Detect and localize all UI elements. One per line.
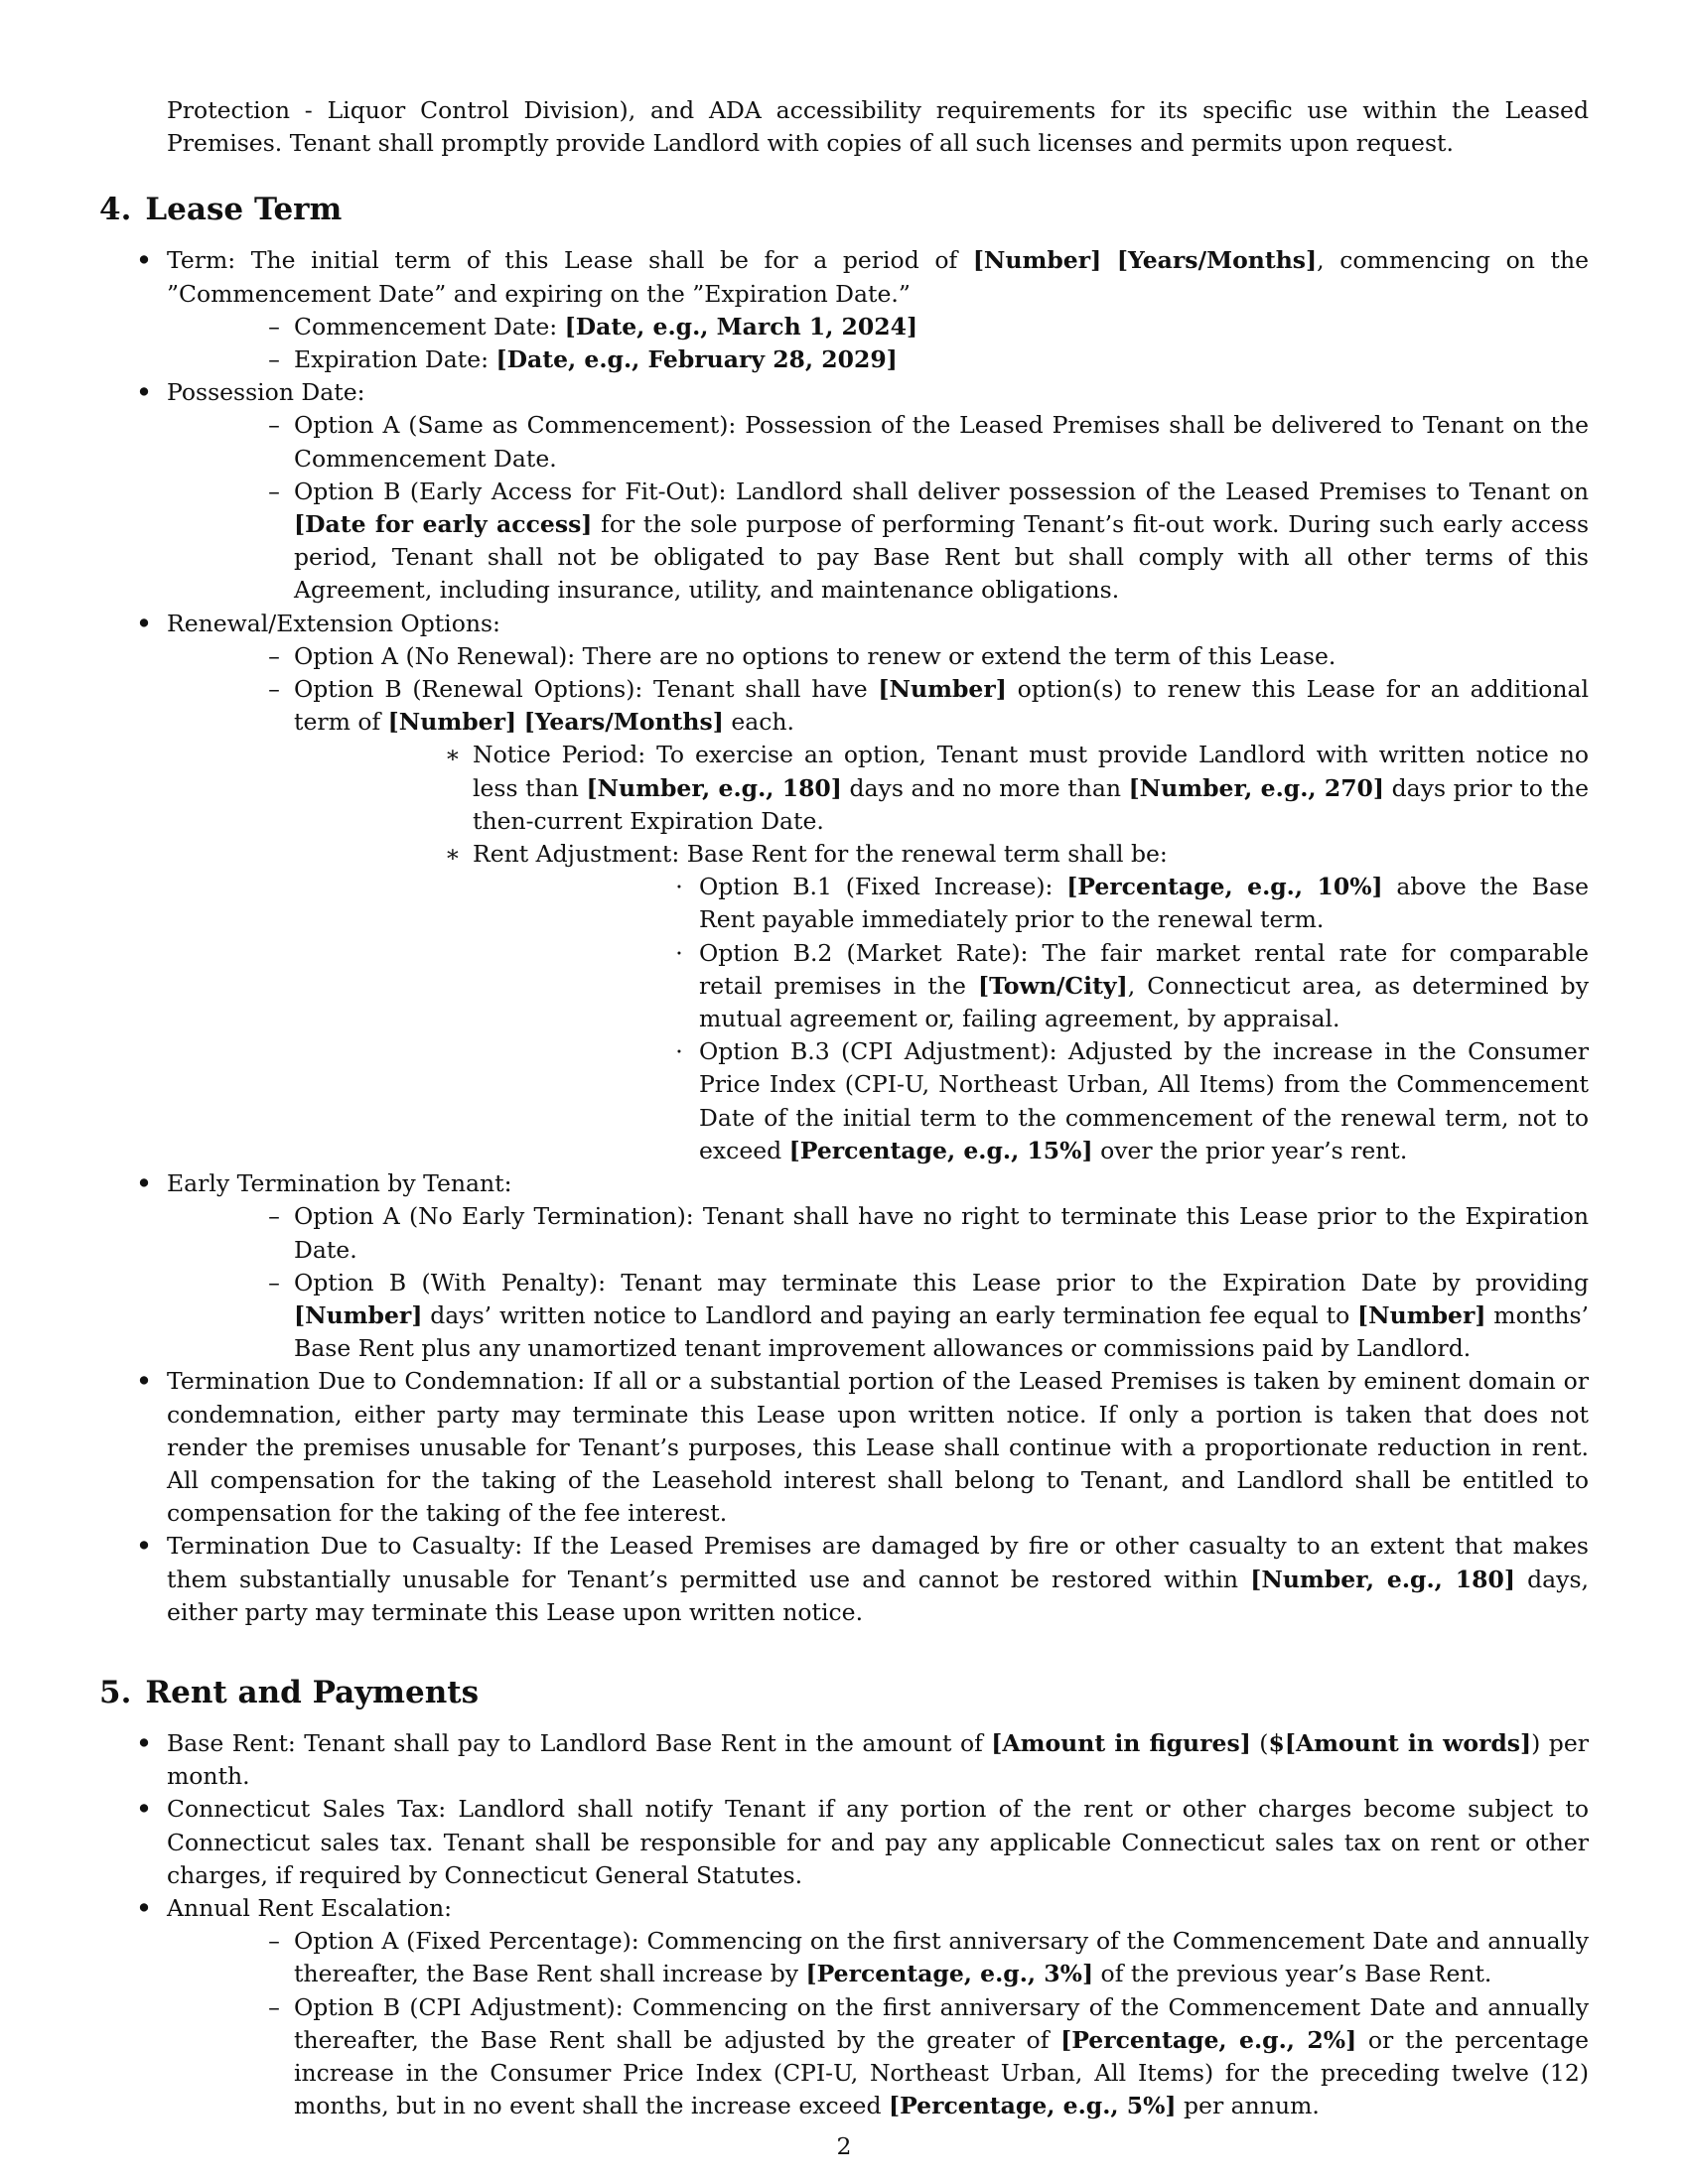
sub-list bbox=[473, 871, 1589, 1167]
placeholder-field: [Percentage, e.g., 2%] bbox=[1060, 2025, 1357, 2054]
dash-marker: – bbox=[268, 675, 280, 704]
bullet-marker: • bbox=[136, 246, 152, 275]
sub-list bbox=[167, 1925, 1589, 2122]
bullet-marker: • bbox=[136, 1532, 152, 1561]
star-marker: ∗ bbox=[445, 840, 461, 869]
text-span: Term: The initial term of this Lease shall be for a period of bbox=[167, 246, 973, 275]
section-title: Rent and Payments bbox=[145, 1674, 480, 1710]
dot-marker: · bbox=[675, 938, 683, 967]
placeholder-field: [Percentage, e.g., 3%] bbox=[805, 1960, 1094, 1988]
bullet-marker: • bbox=[136, 1728, 152, 1757]
list-item-rent-escalation: • Annual Rent Escalation: – Option A (Fixed Percentage): Commencing on the first anniversary of the Commencement Date and annually thereafter, the Base Rent shall increase by [Percentage, e.g., 3%] of the previous year’s Base Rent. – Option B (CPI Adjustment): Commencing on the first anniversary of the Commencement Date and annually thereafter, the Base Rent shall be adjusted by the greater of [Percentage, e.g., 2%] or the percentage increase in the Consumer Price Index (CPI-U, Northeast Urban, All Items) for the preceding twelve (12) months, but in no event shall the increase exceed [Percentage, e.g., 5%] per annum. bbox=[99, 1892, 1589, 2122]
list-item-option-b: – Option B (Early Access for Fit-Out): Landlord shall deliver possession of the Leased Premises to Tenant on [Date for early access] for the sole purpose of performing Tenant’s fit-out work. During such early access period, Tenant shall not be obligated to pay Base Rent but shall comply with all other terms of this Agreement, including insurance, utility, and maintenance obligations. bbox=[167, 476, 1589, 608]
section-number: 4. bbox=[99, 192, 132, 228]
placeholder-field: [Date, e.g., March 1, 2024] bbox=[564, 312, 918, 341]
star-marker: ∗ bbox=[445, 741, 461, 769]
placeholder-field: [Percentage, e.g., 5%] bbox=[888, 2092, 1177, 2120]
dash-marker: – bbox=[268, 312, 280, 341]
list-item-possession-date: • Possession Date: – Option A (Same as Commencement): Possession of the Leased Premises shall be delivered to Tenant on the Commencement Date. – Option B (Early Access for Fit-Out): Landlord shall deliver possession of the Leased Premises to Tenant on [Date for early access] for the sole purpose of performing Tenant’s fit-out work. During such early access period, Tenant shall not be obligated to pay Base Rent but shall comply with all other terms of this Agreement, including insurance, utility, and maintenance obligations. bbox=[99, 376, 1589, 607]
list-item-option-a: – Option A (No Early Termination): Tenant shall have no right to terminate this Lease prior to the Expiration Date. bbox=[167, 1200, 1589, 1266]
list-item-renewal-options: • Renewal/Extension Options: – Option A (No Renewal): There are no options to renew or extend the term of this Lease. – Option B (Renewal Options): Tenant shall have [Number] option(s) to renew this Lease for an additional term of [Number] [Years/Months] each. ∗ Notice Period: To exercise an option, Tenant must provide Landlord with written notice no less than [Number, e.g., 180] days and no more than [Number, e.g., 270] days prior to the then-current Expiration Date. ∗ Rent Adjustment: Base Rent for the renewal term shall be: · Option B.1 (Fixed Increase): [Percentage, e.g., 10%] above the Base Rent payable immediately prior to the renewal term. · Option B.2 (Market Rate): The fair market rental rate for comparable retail premises in the [Town/City], Connecticut area, as determined by mutual agreement or, failing agreement, by appraisal. · Option B.3 (CPI Adjustment): Adjusted by the increase in the Consumer Price Index (CPI-U, Northeast Urban, All Items) from the Commencement Date of the initial term to the commencement of the renewal term, not to exceed [Percentage, e.g., 15%] over the prior year’s rent. bbox=[99, 608, 1589, 1167]
text-span: , commencing on the ”Commencement Date” and expiring on the ”Expiration Date.” bbox=[167, 246, 1589, 308]
placeholder-field: [Years/Months] bbox=[523, 708, 724, 737]
list-item-base-rent: • Base Rent: Tenant shall pay to Landlord Base Rent in the amount of [Amount in figures] ($[Amount in words]) per month. bbox=[99, 1727, 1589, 1793]
list-item-option-b2: · Option B.2 (Market Rate): The fair market rental rate for comparable retail premises in the [Town/City], Connecticut area, as determined by mutual agreement or, failing agreement, by appraisal. bbox=[473, 937, 1589, 1036]
placeholder-field: [Percentage, e.g., 15%] bbox=[788, 1136, 1093, 1164]
list-item-option-a: – Option A (No Renewal): There are no options to renew or extend the term of this Lease. bbox=[167, 640, 1589, 673]
dash-marker: – bbox=[268, 411, 280, 440]
sub-list bbox=[167, 1200, 1589, 1365]
page-number: 2 bbox=[836, 2132, 852, 2160]
list-item-sales-tax: • Connecticut Sales Tax: Landlord shall notify Tenant if any portion of the rent or other charges become subject to Connecticut sales tax. Tenant shall be responsible for and pay any applicable Connecticut sales tax on rent or other charges, if required by Connecticut General Statutes. bbox=[99, 1793, 1589, 1892]
list-item-rent-adjustment: ∗ Rent Adjustment: Base Rent for the renewal term shall be: · Option B.1 (Fixed Increase): [Percentage, e.g., 10%] above the Base Rent payable immediately prior to the renewal term. · Option B.2 (Market Rate): The fair market rental rate for comparable retail premises in the [Town/City], Connecticut area, as determined by mutual agreement or, failing agreement, by appraisal. · Option B.3 (CPI Adjustment): Adjusted by the increase in the Consumer Price Index (CPI-U, Northeast Urban, All Items) from the Commencement Date of the initial term to the commencement of the renewal term, not to exceed [Percentage, e.g., 15%] over the prior year’s rent. bbox=[294, 838, 1589, 1167]
placeholder-field: [Number] bbox=[972, 246, 1102, 275]
placeholder-field: [Number, e.g., 180] bbox=[586, 773, 842, 802]
placeholder-field: [Number] bbox=[878, 675, 1007, 704]
list-item-condemnation: • Termination Due to Condemnation: If all or a substantial portion of the Leased Premises is taken by eminent domain or condemnation, either party may terminate this Lease upon written notice. If only a portion is taken that does not render the premises unusable for Tenant’s purposes, this Lease shall continue with a proportionate reduction in rent. All compensation for the taking of the Leasehold interest shall belong to Tenant, and Landlord shall be entitled to compensation for the taking of the fee interest. bbox=[99, 1365, 1589, 1530]
placeholder-field: [Number] bbox=[294, 1300, 423, 1329]
dot-marker: · bbox=[675, 1037, 683, 1066]
list-item-option-b1: · Option B.1 (Fixed Increase): [Percentage, e.g., 10%] above the Base Rent payable immediately prior to the renewal term. bbox=[473, 871, 1589, 936]
intro-paragraph: Protection - Liquor Control Division), and ADA accessibility requirements for its specific use within the Leased Premises. Tenant shall promptly provide Landlord with copies of all such licenses and permits upon request. bbox=[167, 96, 1589, 158]
placeholder-field: [Amount in figures] bbox=[991, 1728, 1251, 1757]
section-4-heading bbox=[99, 190, 1589, 229]
section-4-list bbox=[99, 244, 1589, 1629]
dash-marker: – bbox=[268, 1927, 280, 1956]
sub-list bbox=[167, 640, 1589, 1167]
dash-marker: – bbox=[268, 1268, 280, 1297]
placeholder-field: [Percentage, e.g., 10%] bbox=[1066, 873, 1383, 901]
bullet-marker: • bbox=[136, 1795, 152, 1824]
list-item-option-b3: · Option B.3 (CPI Adjustment): Adjusted by the increase in the Consumer Price Index (CPI-U, Northeast Urban, All Items) from the Commencement Date of the initial term to the commencement of the renewal term, not to exceed [Percentage, e.g., 15%] over the prior year’s rent. bbox=[473, 1035, 1589, 1167]
placeholder-field: [Number, e.g., 180] bbox=[1250, 1565, 1515, 1593]
dash-marker: – bbox=[268, 1992, 280, 2021]
bullet-marker: • bbox=[136, 378, 152, 407]
document-body bbox=[99, 94, 1589, 2122]
dash-marker: – bbox=[268, 1202, 280, 1231]
list-item-option-a: – Option A (Same as Commencement): Possession of the Leased Premises shall be delivered to Tenant on the Commencement Date. bbox=[167, 409, 1589, 475]
list-item-commencement-date: – Commencement Date: [Date, e.g., March 1, 2024] bbox=[167, 311, 1589, 343]
section-title: Lease Term bbox=[145, 192, 343, 228]
sub-list bbox=[294, 739, 1589, 1167]
placeholder-field: $[Amount in words] bbox=[1268, 1728, 1532, 1757]
dash-marker: – bbox=[268, 477, 280, 505]
sub-list bbox=[167, 409, 1589, 607]
list-item-option-b: – Option B (With Penalty): Tenant may terminate this Lease prior to the Expiration Date by providing [Number] days’ written notice to Landlord and paying an early termination fee equal to [Number] months’ Base Rent plus any unamortized tenant improvement allowances or commissions paid by Landlord. bbox=[167, 1267, 1589, 1366]
bullet-marker: • bbox=[136, 1367, 152, 1396]
list-item-expiration-date: – Expiration Date: [Date, e.g., February 28, 2029] bbox=[167, 343, 1589, 376]
placeholder-field: [Date, e.g., February 28, 2029] bbox=[495, 345, 898, 374]
dash-marker: – bbox=[268, 641, 280, 670]
placeholder-field: [Number] bbox=[387, 708, 517, 737]
section-5-list bbox=[99, 1727, 1589, 2122]
list-item-casualty: • Termination Due to Casualty: If the Leased Premises are damaged by fire or other casualty to an extent that makes them substantially unusable for Tenant’s permitted use and cannot be restored within [Number, e.g., 180] days, either party may terminate this Lease upon written notice. bbox=[99, 1530, 1589, 1629]
bullet-marker: • bbox=[136, 1169, 152, 1198]
section-number: 5. bbox=[99, 1674, 132, 1710]
bullet-marker: • bbox=[136, 609, 152, 637]
dash-marker: – bbox=[268, 345, 280, 374]
list-item-option-b: – Option B (Renewal Options): Tenant shall have [Number] option(s) to renew this Lease for an additional term of [Number] [Years/Months] each. ∗ Notice Period: To exercise an option, Tenant must provide Landlord with written notice no less than [Number, e.g., 180] days and no more than [Number, e.g., 270] days prior to the then-current Expiration Date. ∗ Rent Adjustment: Base Rent for the renewal term shall be: · Option B.1 (Fixed Increase): [Percentage, e.g., 10%] above the Base Rent payable immediately prior to the renewal term. · Option B.2 (Market Rate): The fair market rental rate for comparable retail premises in the [Town/City], Connecticut area, as determined by mutual agreement or, failing agreement, by appraisal. · Option B.3 (CPI Adjustment): Adjusted by the increase in the Consumer Price Index (CPI-U, Northeast Urban, All Items) from the Commencement Date of the initial term to the commencement of the renewal term, not to exceed [Percentage, e.g., 15%] over the prior year’s rent. bbox=[167, 673, 1589, 1167]
list-item-option-a: – Option A (Fixed Percentage): Commencing on the first anniversary of the Commencement Date and annually thereafter, the Base Rent shall increase by [Percentage, e.g., 3%] of the previous year’s Base Rent. bbox=[167, 1925, 1589, 1990]
list-item-notice-period: ∗ Notice Period: To exercise an option, Tenant must provide Landlord with written notice no less than [Number, e.g., 180] days and no more than [Number, e.g., 270] days prior to the then-current Expiration Date. bbox=[294, 739, 1589, 838]
list-item-early-termination: • Early Termination by Tenant: – Option A (No Early Termination): Tenant shall have no right to terminate this Lease prior to the Expiration Date. – Option B (With Penalty): Tenant may terminate this Lease prior to the Expiration Date by providing [Number] days’ written notice to Landlord and paying an early termination fee equal to [Number] months’ Base Rent plus any unamortized tenant improvement allowances or commissions paid by Landlord. bbox=[99, 1167, 1589, 1365]
dot-marker: · bbox=[675, 873, 683, 901]
placeholder-field: [Date for early access] bbox=[294, 510, 593, 539]
list-item-term bbox=[99, 244, 1589, 376]
bullet-marker: • bbox=[136, 1893, 152, 1922]
placeholder-field: [Number] bbox=[1357, 1300, 1486, 1329]
placeholder-field: [Years/Months] bbox=[1116, 246, 1318, 275]
placeholder-field: [Town/City] bbox=[977, 971, 1128, 1000]
sub-list bbox=[167, 311, 1589, 376]
placeholder-field: [Number, e.g., 270] bbox=[1128, 773, 1385, 802]
section-5-heading bbox=[99, 1673, 1589, 1712]
list-item-option-b: – Option B (CPI Adjustment): Commencing on the first anniversary of the Commencement Date and annually thereafter, the Base Rent shall be adjusted by the greater of [Percentage, e.g., 2%] or the percentage increase in the Consumer Price Index (CPI-U, Northeast Urban, All Items) for the preceding twelve (12) months, but in no event shall the increase exceed [Percentage, e.g., 5%] per annum. bbox=[167, 1991, 1589, 2123]
